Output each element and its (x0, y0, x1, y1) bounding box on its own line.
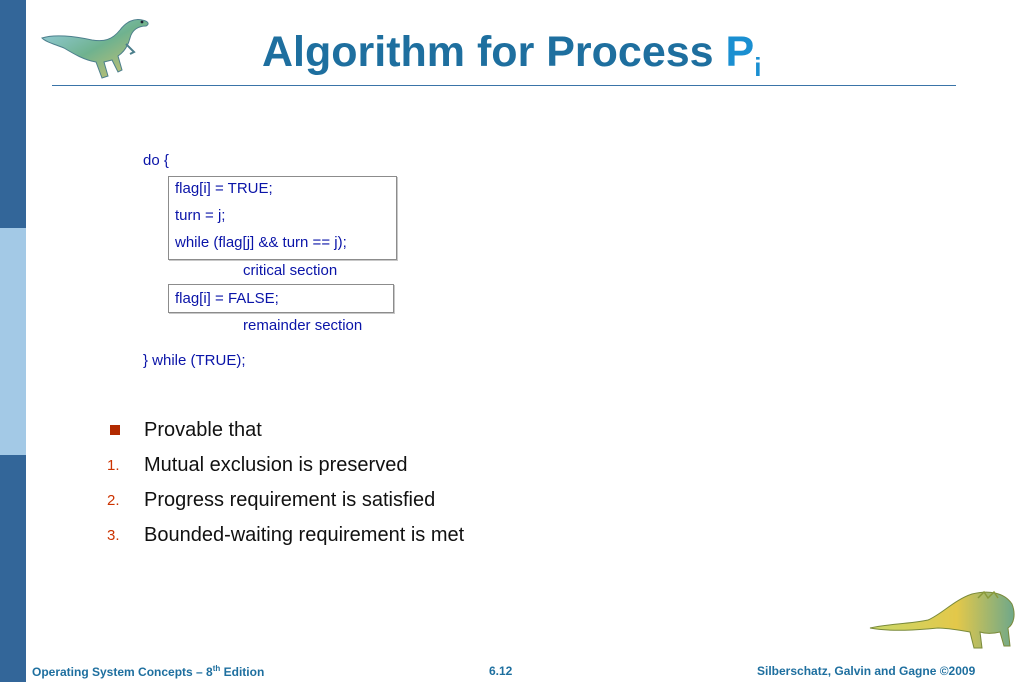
list-item-1: Mutual exclusion is preserved (144, 454, 408, 476)
code-do-open: do { (143, 152, 169, 169)
footer-slide-number: 6.12 (489, 664, 513, 678)
code-remainder-section: remainder section (243, 317, 363, 334)
sidebar-segment-bottom (0, 455, 26, 682)
list-number-3: 3. (107, 527, 120, 544)
code-line-flag-true: flag[i] = TRUE; (175, 180, 273, 197)
square-bullet-icon (110, 425, 120, 435)
footer-authors: Silberschatz, Galvin and Gagne ©2009 (757, 664, 976, 678)
bullet-intro: Provable that (144, 419, 262, 441)
footer-book-title-pre: Operating System Concepts – 8 (32, 665, 213, 679)
code-while-close: } while (TRUE); (143, 352, 246, 369)
code-line-flag-false: flag[i] = FALSE; (175, 290, 279, 307)
dinosaur-footer-icon (868, 584, 1018, 656)
code-critical-section: critical section (243, 262, 338, 279)
code-line-while: while (flag[j] && turn == j); (175, 234, 347, 251)
slide-title (262, 28, 761, 83)
title-text: Algorithm for Process (262, 28, 726, 76)
list-item-2: Progress requirement is satisfied (144, 489, 436, 511)
title-subscript: i (754, 52, 762, 82)
sidebar-segment-top (0, 0, 26, 228)
title-underline (52, 85, 956, 86)
footer-book-title (32, 664, 264, 679)
sidebar-segment-middle (0, 228, 26, 455)
code-line-turn: turn = j; (175, 207, 226, 224)
dinosaur-logo-icon (34, 6, 158, 86)
left-sidebar (0, 0, 26, 682)
title-process-variable: P (725, 28, 755, 76)
list-item-3: Bounded-waiting requirement is met (144, 524, 465, 546)
list-number-1: 1. (107, 457, 120, 474)
footer-book-title-sup: th (212, 664, 221, 673)
list-number-2: 2. (107, 492, 120, 509)
footer-book-title-post: Edition (220, 665, 265, 679)
